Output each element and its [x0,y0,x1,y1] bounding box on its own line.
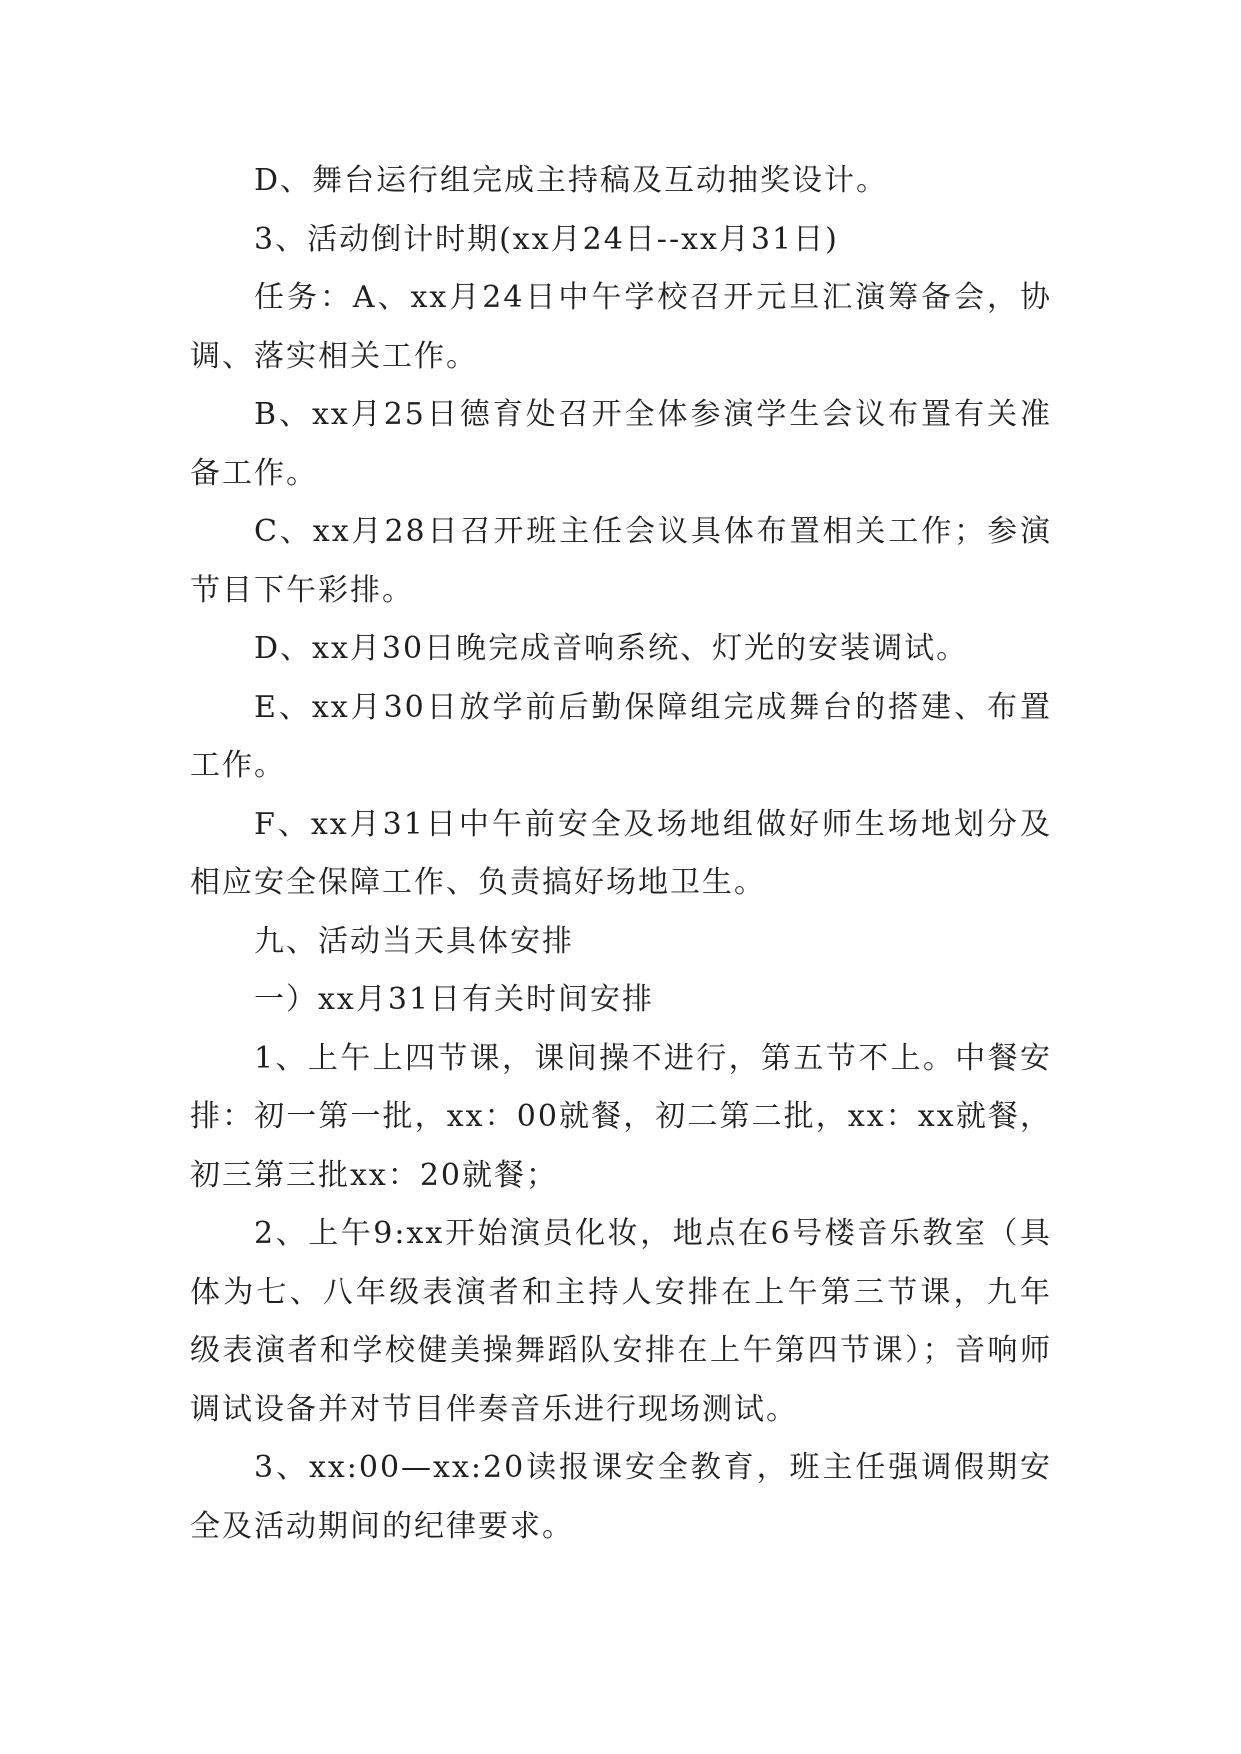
paragraph-task-c: C、xx月28日召开班主任会议具体布置相关工作；参演节目下午彩排。 [190,514,1052,608]
paragraph-item-1: 1、上午上四节课，课间操不进行，第五节不上。中餐安排：初一第一批，xx：00就餐，初二第二批，xx：xx就餐，初三第三批xx：20就餐； [190,1040,1052,1193]
section-heading-nine: 九、活动当天具体安排 [254,923,574,959]
paragraph-item-2: 2、上午9:xx开始演员化妆，地点在6号楼音乐教室（具体为七、八年级表演者和主持人安排在上午第三节课，九年级表演者和学校健美操舞蹈队安排在上午第四节课）；音响师调试设备并对节目伴奏音乐进行现场测试。 [190,1216,1052,1427]
subsection-heading-one: 一）xx月31日有关时间安排 [254,982,655,1017]
paragraph-task-f: F、xx月31日中午前安全及场地组做好师生场地划分及相应安全保障工作、负责搞好场地卫生。 [190,806,1052,900]
paragraph-item-3: 3、xx:00—xx:20读报课安全教育，班主任强调假期安全及活动期间的纪律要求。 [190,1450,1052,1544]
document-body [190,152,1052,1556]
paragraph-task-e: E、xx月30日放学前后勤保障组完成舞台的搭建、布置工作。 [190,689,1052,783]
paragraph-stage-task-d: D、舞台运行组完成主持稿及互动抽奖设计。 [254,163,889,198]
paragraph-task-a: 任务：A、xx月24日中午学校召开元旦汇演筹备会，协调、落实相关工作。 [190,280,1052,374]
paragraph-task-d: D、xx月30日晚完成音响系统、灯光的安装调试。 [254,631,969,666]
paragraph-task-b: B、xx月25日德育处召开全体参演学生会议布置有关准备工作。 [190,397,1052,491]
paragraph-countdown-period: 3、活动倒计时期(xx月24日--xx月31日) [254,221,839,257]
